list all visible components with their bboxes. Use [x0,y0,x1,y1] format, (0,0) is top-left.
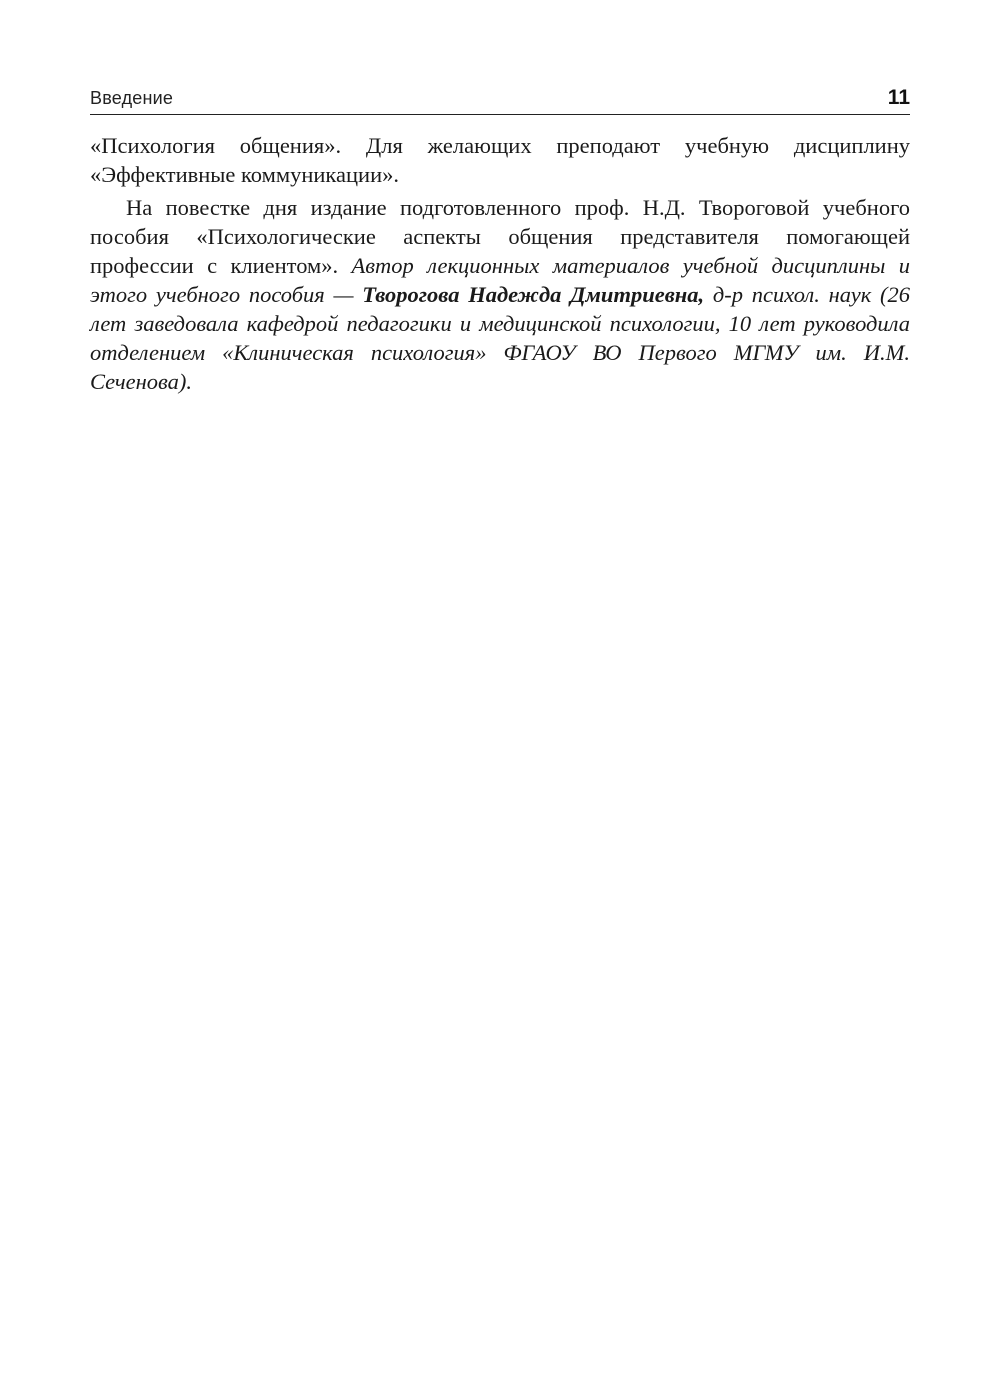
page-header [90,86,910,115]
page-body [90,131,910,396]
paragraph-2-italic-lead: Автор лекционных материалов учебной дисциплины и этого учебного пособия — [90,253,910,307]
paragraph-1: «Психология общения». Для желающих преподают учебную дисциплину «Эффективные коммуникации». [90,133,910,187]
page-number: 11 [887,86,910,109]
paragraph-2 [90,193,910,396]
author-name: Творогова Надежда Дмитриевна, [362,282,705,307]
running-title: Введение [90,88,174,108]
paragraph-2-italic-tail: д-р психол. наук (26 лет заведовала кафедрой педагогики и медицинской психологии, 10 лет руководила отделением «Клиническая психология» ФГАОУ ВО Первого МГМУ им. И.М. Сеченова). [90,282,910,394]
paragraph-2-regular-text: На повестке дня издание подготовленного проф. Н.Д. Твороговой учебного пособия «Психологические аспекты общения представителя помогающей профессии с клиентом». [90,195,910,278]
